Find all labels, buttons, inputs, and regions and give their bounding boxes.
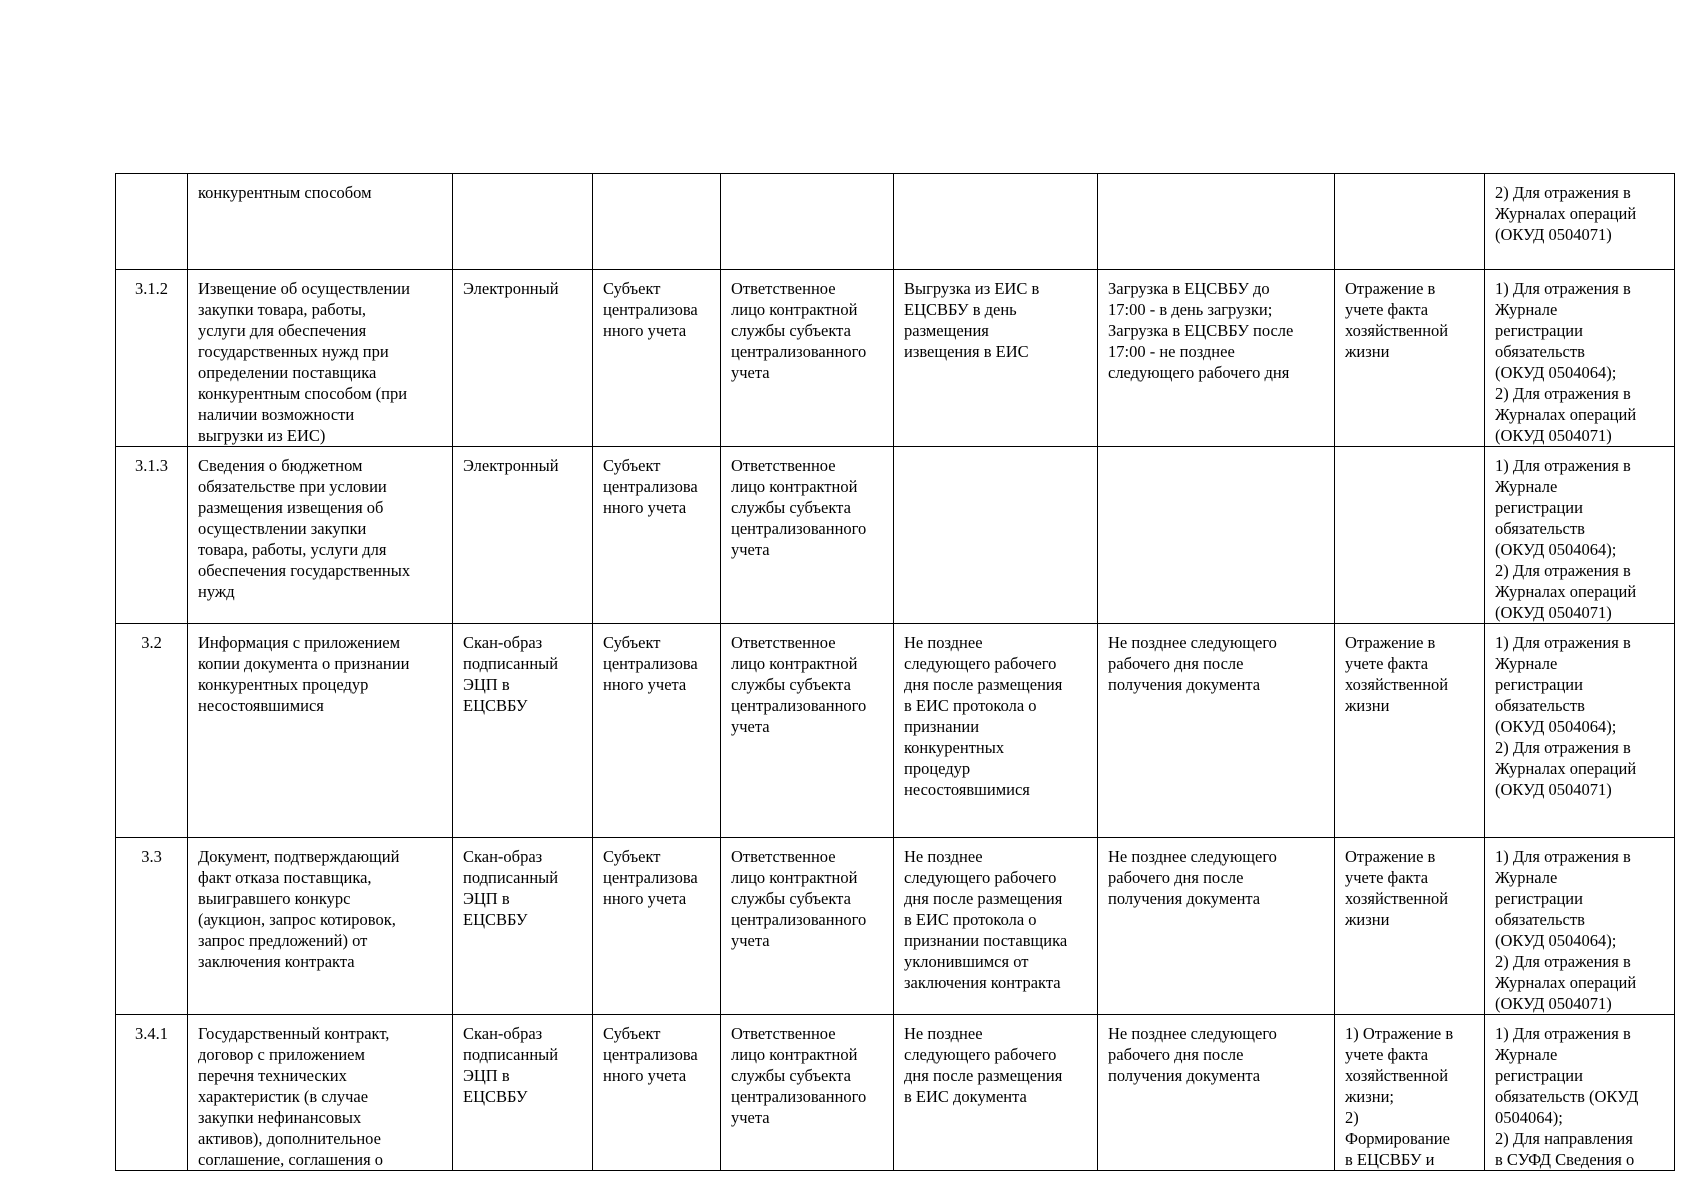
document-table xyxy=(115,173,1675,1171)
row-number xyxy=(116,174,188,270)
registers-cell: 1) Для отражения в Журнале регистрации обязательств (ОКУД 0504064); 2) Для направления в СУФД Сведения о xyxy=(1485,1015,1675,1171)
deadline-upload-cell: Загрузка в ЕЦСВБУ до 17:00 - в день загрузки; Загрузка в ЕЦСВБУ после 17:00 - не позднее следующего рабочего дня xyxy=(1098,270,1335,447)
form-cell: Скан-образ подписанный ЭЦП в ЕЦСВБУ xyxy=(453,1015,593,1171)
deadline-upload-cell xyxy=(1098,174,1335,270)
registers-cell: 2) Для отражения в Журналах операций (ОКУД 0504071) xyxy=(1485,174,1675,270)
purpose-cell: Отражение в учете факта хозяйственной жизни xyxy=(1335,624,1485,838)
table-row xyxy=(116,624,1675,838)
purpose-cell xyxy=(1335,174,1485,270)
responsible-cell: Ответственное лицо контрактной службы субъекта централизованного учета xyxy=(721,447,894,624)
subject-cell: Субъект централизова нного учета xyxy=(593,447,721,624)
deadline-upload-cell xyxy=(1098,447,1335,624)
registers-cell: 1) Для отражения в Журнале регистрации обязательств (ОКУД 0504064); 2) Для отражения в Журналах операций (ОКУД 0504071) xyxy=(1485,447,1675,624)
responsible-cell: Ответственное лицо контрактной службы субъекта централизованного учета xyxy=(721,270,894,447)
table-row xyxy=(116,1015,1675,1171)
subject-cell: Субъект централизова нного учета xyxy=(593,838,721,1015)
deadline-eis-cell xyxy=(894,447,1098,624)
form-cell: Электронный xyxy=(453,270,593,447)
document-name-cell: Сведения о бюджетном обязательстве при условии размещения извещения об осуществлении закупки товара, работы, услуги для обеспечения государственных нужд xyxy=(188,447,453,624)
registers-cell: 1) Для отражения в Журнале регистрации обязательств (ОКУД 0504064); 2) Для отражения в Журналах операций (ОКУД 0504071) xyxy=(1485,270,1675,447)
row-number: 3.1.3 xyxy=(116,447,188,624)
registers-cell: 1) Для отражения в Журнале регистрации обязательств (ОКУД 0504064); 2) Для отражения в Журналах операций (ОКУД 0504071) xyxy=(1485,624,1675,838)
purpose-cell: Отражение в учете факта хозяйственной жизни xyxy=(1335,270,1485,447)
deadline-upload-cell: Не позднее следующего рабочего дня после получения документа xyxy=(1098,1015,1335,1171)
deadline-eis-cell: Не позднее следующего рабочего дня после размещения в ЕИС протокола о признании поставщика уклонившимся от заключения контракта xyxy=(894,838,1098,1015)
document-name-cell: Государственный контракт, договор с приложением перечня технических характеристик (в случае закупки нефинансовых активов), дополнительное соглашение, соглашения о xyxy=(188,1015,453,1171)
form-cell: Скан-образ подписанный ЭЦП в ЕЦСВБУ xyxy=(453,624,593,838)
deadline-eis-cell: Не позднее следующего рабочего дня после размещения в ЕИС протокола о признании конкурентных процедур несостоявшимися xyxy=(894,624,1098,838)
table-row xyxy=(116,270,1675,447)
form-cell xyxy=(453,174,593,270)
deadline-eis-cell xyxy=(894,174,1098,270)
row-number: 3.1.2 xyxy=(116,270,188,447)
deadline-eis-cell: Выгрузка из ЕИС в ЕЦСВБУ в день размещения извещения в ЕИС xyxy=(894,270,1098,447)
purpose-cell: 1) Отражение в учете факта хозяйственной жизни; 2) Формирование в ЕЦСВБУ и xyxy=(1335,1015,1485,1171)
form-cell: Скан-образ подписанный ЭЦП в ЕЦСВБУ xyxy=(453,838,593,1015)
responsible-cell xyxy=(721,174,894,270)
table-row xyxy=(116,838,1675,1015)
registers-cell: 1) Для отражения в Журнале регистрации обязательств (ОКУД 0504064); 2) Для отражения в Журналах операций (ОКУД 0504071) xyxy=(1485,838,1675,1015)
subject-cell: Субъект централизова нного учета xyxy=(593,270,721,447)
document-name-cell: Извещение об осуществлении закупки товара, работы, услуги для обеспечения государственных нужд при определении поставщика конкурентным способом (при наличии возможности выгрузки из ЕИС) xyxy=(188,270,453,447)
row-number: 3.2 xyxy=(116,624,188,838)
form-cell: Электронный xyxy=(453,447,593,624)
deadline-eis-cell: Не позднее следующего рабочего дня после размещения в ЕИС документа xyxy=(894,1015,1098,1171)
responsible-cell: Ответственное лицо контрактной службы субъекта централизованного учета xyxy=(721,838,894,1015)
purpose-cell xyxy=(1335,447,1485,624)
purpose-cell: Отражение в учете факта хозяйственной жизни xyxy=(1335,838,1485,1015)
subject-cell: Субъект централизова нного учета xyxy=(593,1015,721,1171)
document-name-cell: конкурентным способом xyxy=(188,174,453,270)
table-row xyxy=(116,447,1675,624)
document-name-cell: Информация с приложением копии документа о признании конкурентных процедур несостоявшимися xyxy=(188,624,453,838)
subject-cell xyxy=(593,174,721,270)
responsible-cell: Ответственное лицо контрактной службы субъекта централизованного учета xyxy=(721,624,894,838)
row-number: 3.3 xyxy=(116,838,188,1015)
responsible-cell: Ответственное лицо контрактной службы субъекта централизованного учета xyxy=(721,1015,894,1171)
deadline-upload-cell: Не позднее следующего рабочего дня после получения документа xyxy=(1098,838,1335,1015)
subject-cell: Субъект централизова нного учета xyxy=(593,624,721,838)
row-number: 3.4.1 xyxy=(116,1015,188,1171)
table-row xyxy=(116,174,1675,270)
document-name-cell: Документ, подтверждающий факт отказа поставщика, выигравшего конкурс (аукцион, запрос котировок, запрос предложений) от заключения контракта xyxy=(188,838,453,1015)
deadline-upload-cell: Не позднее следующего рабочего дня после получения документа xyxy=(1098,624,1335,838)
